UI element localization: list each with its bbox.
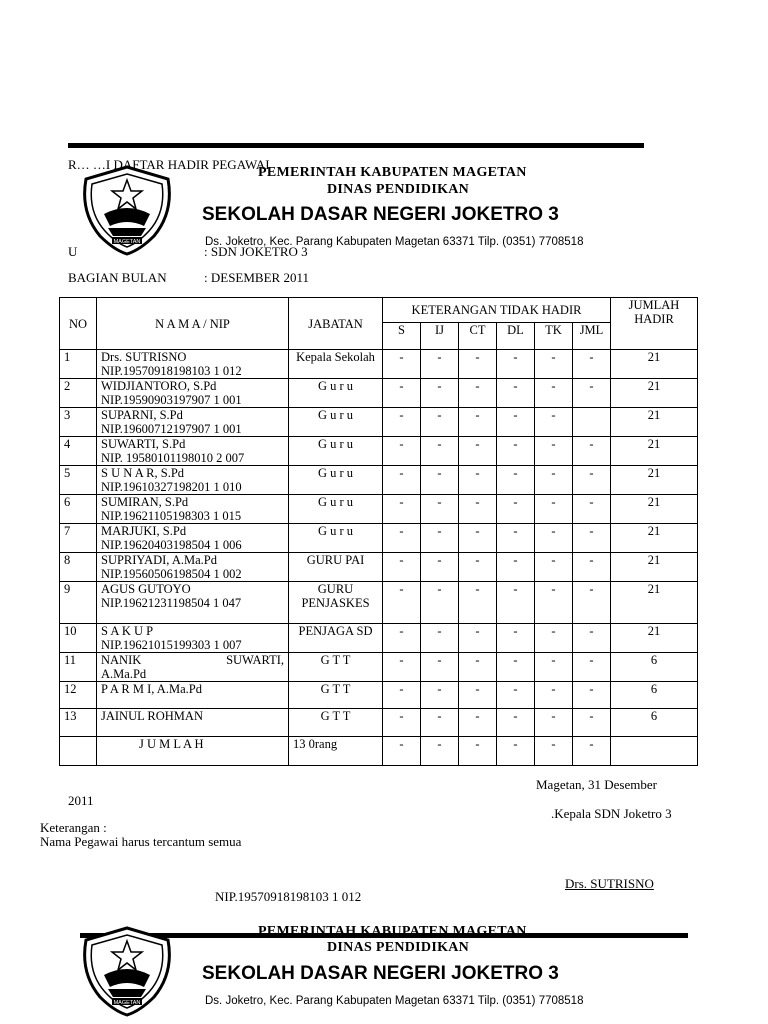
absence-mark: - bbox=[459, 437, 497, 466]
employee-name: AGUS GUTOYO bbox=[101, 582, 191, 596]
absence-mark: - bbox=[459, 682, 497, 709]
absence-mark: - bbox=[535, 437, 573, 466]
name-cell bbox=[97, 682, 289, 709]
row-no: 9 bbox=[60, 582, 97, 624]
table-row bbox=[60, 437, 698, 466]
hadir-cell: 21 bbox=[611, 350, 698, 379]
employee-nip: NIP. 19580101198010 2 007 bbox=[101, 451, 245, 465]
table-row bbox=[60, 495, 698, 524]
total-mark: - bbox=[573, 737, 611, 766]
name-cell bbox=[97, 379, 289, 408]
row-no bbox=[60, 737, 97, 766]
absence-mark: - bbox=[535, 495, 573, 524]
employee-nip: NIP.19620403198504 1 006 bbox=[101, 538, 242, 552]
table-row bbox=[60, 350, 698, 379]
absence-mark: - bbox=[573, 709, 611, 737]
absence-mark: - bbox=[383, 524, 421, 553]
letterhead-address: Ds. Joketro, Kec. Parang Kabupaten Magetan 63371 Tilp. (0351) 7708518 bbox=[205, 236, 584, 248]
jabatan-cell: GURU PAI bbox=[289, 553, 383, 582]
period-label: BAGIAN BULAN bbox=[68, 270, 167, 285]
signer-position: .Kepala SDN Joketro 3 bbox=[551, 806, 672, 821]
absence-mark: - bbox=[459, 524, 497, 553]
seal-text: MAGETAN bbox=[113, 1000, 141, 1006]
absence-mark: - bbox=[535, 408, 573, 437]
name-cell bbox=[97, 524, 289, 553]
regency-seal-icon bbox=[78, 925, 176, 1017]
letterhead-department: DINAS PENDIDIKAN bbox=[327, 182, 470, 197]
total-label: J U M L A H bbox=[97, 737, 289, 766]
absence-mark: - bbox=[383, 437, 421, 466]
name-cell bbox=[97, 495, 289, 524]
absence-mark: - bbox=[497, 624, 535, 653]
hadir-cell: 21 bbox=[611, 524, 698, 553]
unit-label: U bbox=[68, 244, 78, 259]
letterhead-school: SEKOLAH DASAR NEGERI JOKETRO 3 bbox=[202, 204, 559, 225]
name-cell bbox=[97, 437, 289, 466]
row-no: 4 bbox=[60, 437, 97, 466]
signer-name: Drs. SUTRISNO bbox=[565, 876, 654, 891]
row-no: 6 bbox=[60, 495, 97, 524]
employee-name: NANIK bbox=[101, 653, 142, 667]
absence-mark: - bbox=[535, 624, 573, 653]
table-row bbox=[60, 709, 698, 737]
table-row bbox=[60, 379, 698, 408]
table-row bbox=[60, 408, 698, 437]
hadir-cell: 6 bbox=[611, 653, 698, 682]
date-year: 2011 bbox=[68, 793, 94, 808]
absence-mark: - bbox=[459, 553, 497, 582]
absence-mark: - bbox=[421, 408, 459, 437]
hadir-cell: 6 bbox=[611, 682, 698, 709]
letterhead-government: PEMERINTAH KABUPATEN MAGETAN bbox=[258, 924, 527, 939]
employee-name: S U N A R, S.Pd bbox=[101, 466, 185, 480]
row-no: 3 bbox=[60, 408, 97, 437]
hadir-cell: 21 bbox=[611, 553, 698, 582]
row-no: 1 bbox=[60, 350, 97, 379]
header-row bbox=[60, 298, 698, 323]
jabatan-cell: G u r u bbox=[289, 437, 383, 466]
employee-name: SUMIRAN, S.Pd bbox=[101, 495, 189, 509]
absence-mark: - bbox=[383, 379, 421, 408]
absence-mark: - bbox=[459, 495, 497, 524]
hadir-cell: 21 bbox=[611, 495, 698, 524]
absence-mark: - bbox=[421, 466, 459, 495]
absence-mark: - bbox=[383, 624, 421, 653]
name-cell bbox=[97, 408, 289, 437]
absence-mark: - bbox=[573, 624, 611, 653]
total-mark: - bbox=[459, 737, 497, 766]
absence-mark: - bbox=[573, 466, 611, 495]
total-mark: - bbox=[497, 737, 535, 766]
row-no: 5 bbox=[60, 466, 97, 495]
absence-mark: - bbox=[421, 437, 459, 466]
absence-mark: - bbox=[421, 524, 459, 553]
row-no: 7 bbox=[60, 524, 97, 553]
absence-mark: - bbox=[573, 582, 611, 624]
regency-seal-icon bbox=[78, 164, 176, 256]
name-cell bbox=[97, 624, 289, 653]
absence-mark: - bbox=[535, 524, 573, 553]
employee-nip: NIP.19570918198103 1 012 bbox=[101, 364, 242, 378]
table-row bbox=[60, 653, 698, 682]
seal-text: MAGETAN bbox=[113, 239, 141, 245]
hadir-cell: 21 bbox=[611, 624, 698, 653]
absence-mark: - bbox=[497, 582, 535, 624]
document-title-fragment: R… …I DAFTAR HADIR PEGAWAI bbox=[68, 157, 270, 172]
jabatan-cell: G T T bbox=[289, 653, 383, 682]
employee-name: MARJUKI, S.Pd bbox=[101, 524, 187, 538]
employee-name: SUWARTI, S.Pd bbox=[101, 437, 186, 451]
unit-value: : SDN JOKETRO 3 bbox=[204, 244, 308, 259]
absence-mark: - bbox=[535, 682, 573, 709]
jabatan-cell: G u r u bbox=[289, 524, 383, 553]
table-row bbox=[60, 524, 698, 553]
name-cell bbox=[97, 653, 289, 682]
absence-mark: - bbox=[421, 379, 459, 408]
absence-mark: - bbox=[573, 350, 611, 379]
jabatan-cell: G T T bbox=[289, 682, 383, 709]
hadir-cell: 21 bbox=[611, 582, 698, 624]
header-nama-nip: N A M A / NIP bbox=[97, 298, 289, 350]
absence-mark: - bbox=[383, 653, 421, 682]
absence-mark: - bbox=[535, 653, 573, 682]
total-mark: - bbox=[383, 737, 421, 766]
absence-mark: - bbox=[383, 682, 421, 709]
employee-nip: NIP.19621105198303 1 015 bbox=[101, 509, 242, 523]
jabatan-cell: G u r u bbox=[289, 495, 383, 524]
table-row bbox=[60, 553, 698, 582]
jabatan-cell: G u r u bbox=[289, 408, 383, 437]
row-no: 12 bbox=[60, 682, 97, 709]
absence-mark: - bbox=[497, 709, 535, 737]
absence-mark: - bbox=[497, 466, 535, 495]
letterhead-government: PEMERINTAH KABUPATEN MAGETAN bbox=[258, 165, 527, 180]
employee-nip: NIP.19600712197907 1 001 bbox=[101, 422, 242, 436]
subheader-jml: JML bbox=[573, 323, 611, 350]
subheader-s: S bbox=[383, 323, 421, 350]
total-row bbox=[60, 737, 698, 766]
jabatan-cell: G T T bbox=[289, 709, 383, 737]
absence-mark bbox=[573, 408, 611, 437]
absence-mark: - bbox=[383, 709, 421, 737]
absence-mark: - bbox=[459, 350, 497, 379]
jabatan-cell: GURU PENJASKES bbox=[289, 582, 383, 624]
header-no: NO bbox=[60, 298, 97, 350]
absence-mark: - bbox=[383, 553, 421, 582]
absence-mark: - bbox=[497, 524, 535, 553]
absence-mark: - bbox=[573, 437, 611, 466]
absence-mark: - bbox=[421, 582, 459, 624]
jabatan-cell: PENJAGA SD bbox=[289, 624, 383, 653]
absence-mark: - bbox=[421, 624, 459, 653]
header-keterangan: KETERANGAN TIDAK HADIR bbox=[383, 298, 611, 323]
employee-nip: NIP.19610327198201 1 010 bbox=[101, 480, 242, 494]
table-row bbox=[60, 624, 698, 653]
absence-mark: - bbox=[535, 350, 573, 379]
hadir-cell: 21 bbox=[611, 437, 698, 466]
employee-name: S A K U P bbox=[101, 624, 154, 638]
top-rule bbox=[68, 143, 644, 148]
absence-mark: - bbox=[421, 709, 459, 737]
absence-mark: - bbox=[459, 582, 497, 624]
absence-mark: - bbox=[535, 553, 573, 582]
absence-mark: - bbox=[383, 466, 421, 495]
employee-nip: NIP.19590903197907 1 001 bbox=[101, 393, 242, 407]
employee-name: Drs. SUTRISNO bbox=[101, 350, 187, 364]
name-cell bbox=[97, 582, 289, 624]
absence-mark: - bbox=[459, 466, 497, 495]
employee-nip: NIP.19621231198504 1 047 bbox=[101, 596, 242, 610]
absence-mark: - bbox=[459, 379, 497, 408]
place-date: Magetan, 31 Desember bbox=[536, 777, 657, 792]
absence-mark: - bbox=[459, 709, 497, 737]
name-cell bbox=[97, 466, 289, 495]
employee-name: SUPARNI, S.Pd bbox=[101, 408, 183, 422]
employee-nip: NIP.19560506198504 1 002 bbox=[101, 567, 242, 581]
absence-mark: - bbox=[535, 466, 573, 495]
absence-mark: - bbox=[535, 709, 573, 737]
employee-name: SUWARTI, bbox=[226, 653, 284, 667]
employee-name: SUPRIYADI, A.Ma.Pd bbox=[101, 553, 217, 567]
absence-mark: - bbox=[421, 682, 459, 709]
absence-mark: - bbox=[497, 350, 535, 379]
subheader-tk: TK bbox=[535, 323, 573, 350]
subheader-ij: IJ bbox=[421, 323, 459, 350]
absence-mark: - bbox=[421, 653, 459, 682]
jabatan-cell: G u r u bbox=[289, 466, 383, 495]
total-mark: - bbox=[535, 737, 573, 766]
row-no: 2 bbox=[60, 379, 97, 408]
subheader-dl: DL bbox=[497, 323, 535, 350]
name-cell bbox=[97, 553, 289, 582]
hadir-cell: 21 bbox=[611, 379, 698, 408]
absence-mark: - bbox=[497, 553, 535, 582]
jabatan-cell: G u r u bbox=[289, 379, 383, 408]
signer-nip: NIP.19570918198103 1 012 bbox=[215, 889, 362, 904]
absence-mark: - bbox=[497, 653, 535, 682]
letterhead-address: Ds. Joketro, Kec. Parang Kabupaten Magetan 63371 Tilp. (0351) 7708518 bbox=[205, 995, 584, 1007]
absence-mark: - bbox=[383, 408, 421, 437]
letterhead-department: DINAS PENDIDIKAN bbox=[327, 940, 470, 955]
absence-mark: - bbox=[535, 379, 573, 408]
employee-name: JAINUL ROHMAN bbox=[101, 709, 203, 723]
absence-mark: - bbox=[497, 408, 535, 437]
absence-mark: - bbox=[573, 379, 611, 408]
absence-mark: - bbox=[421, 495, 459, 524]
note-text: Nama Pegawai harus tercantum semua bbox=[40, 834, 242, 849]
absence-mark: - bbox=[383, 495, 421, 524]
table-row bbox=[60, 466, 698, 495]
absence-mark: - bbox=[497, 379, 535, 408]
subheader-ct: CT bbox=[459, 323, 497, 350]
absence-mark: - bbox=[497, 437, 535, 466]
absence-mark: - bbox=[421, 350, 459, 379]
absence-mark: - bbox=[383, 582, 421, 624]
row-no: 13 bbox=[60, 709, 97, 737]
hadir-cell: 21 bbox=[611, 408, 698, 437]
name-cell bbox=[97, 709, 289, 737]
absence-mark: - bbox=[573, 524, 611, 553]
employee-nip: A.Ma.Pd bbox=[101, 667, 147, 681]
note-label: Keterangan : bbox=[40, 820, 107, 835]
header-jumlah-hadir: JUMLAH HADIR bbox=[611, 298, 698, 350]
absence-mark: - bbox=[383, 350, 421, 379]
header-jabatan: JABATAN bbox=[289, 298, 383, 350]
absence-mark: - bbox=[573, 682, 611, 709]
total-hadir bbox=[611, 737, 698, 766]
absence-mark: - bbox=[573, 653, 611, 682]
employee-name: P A R M I, A.Ma.Pd bbox=[101, 682, 202, 696]
absence-mark: - bbox=[573, 553, 611, 582]
absence-mark: - bbox=[459, 624, 497, 653]
employee-name: WIDJIANTORO, S.Pd bbox=[101, 379, 217, 393]
letterhead-school: SEKOLAH DASAR NEGERI JOKETRO 3 bbox=[202, 963, 559, 984]
absence-mark: - bbox=[573, 495, 611, 524]
absence-mark: - bbox=[421, 553, 459, 582]
employee-nip: NIP.19621015199303 1 007 bbox=[101, 638, 242, 652]
name-cell bbox=[97, 350, 289, 379]
hadir-cell: 6 bbox=[611, 709, 698, 737]
absence-mark: - bbox=[535, 582, 573, 624]
period-value: : DESEMBER 2011 bbox=[204, 270, 309, 285]
attendance-table bbox=[59, 297, 698, 766]
absence-mark: - bbox=[497, 682, 535, 709]
total-count: 13 0rang bbox=[289, 737, 383, 766]
total-mark: - bbox=[421, 737, 459, 766]
row-no: 10 bbox=[60, 624, 97, 653]
hadir-cell: 21 bbox=[611, 466, 698, 495]
table-row bbox=[60, 582, 698, 624]
row-no: 11 bbox=[60, 653, 97, 682]
jabatan-cell: Kepala Sekolah bbox=[289, 350, 383, 379]
table-row bbox=[60, 682, 698, 709]
absence-mark: - bbox=[459, 653, 497, 682]
row-no: 8 bbox=[60, 553, 97, 582]
absence-mark: - bbox=[497, 495, 535, 524]
absence-mark: - bbox=[459, 408, 497, 437]
